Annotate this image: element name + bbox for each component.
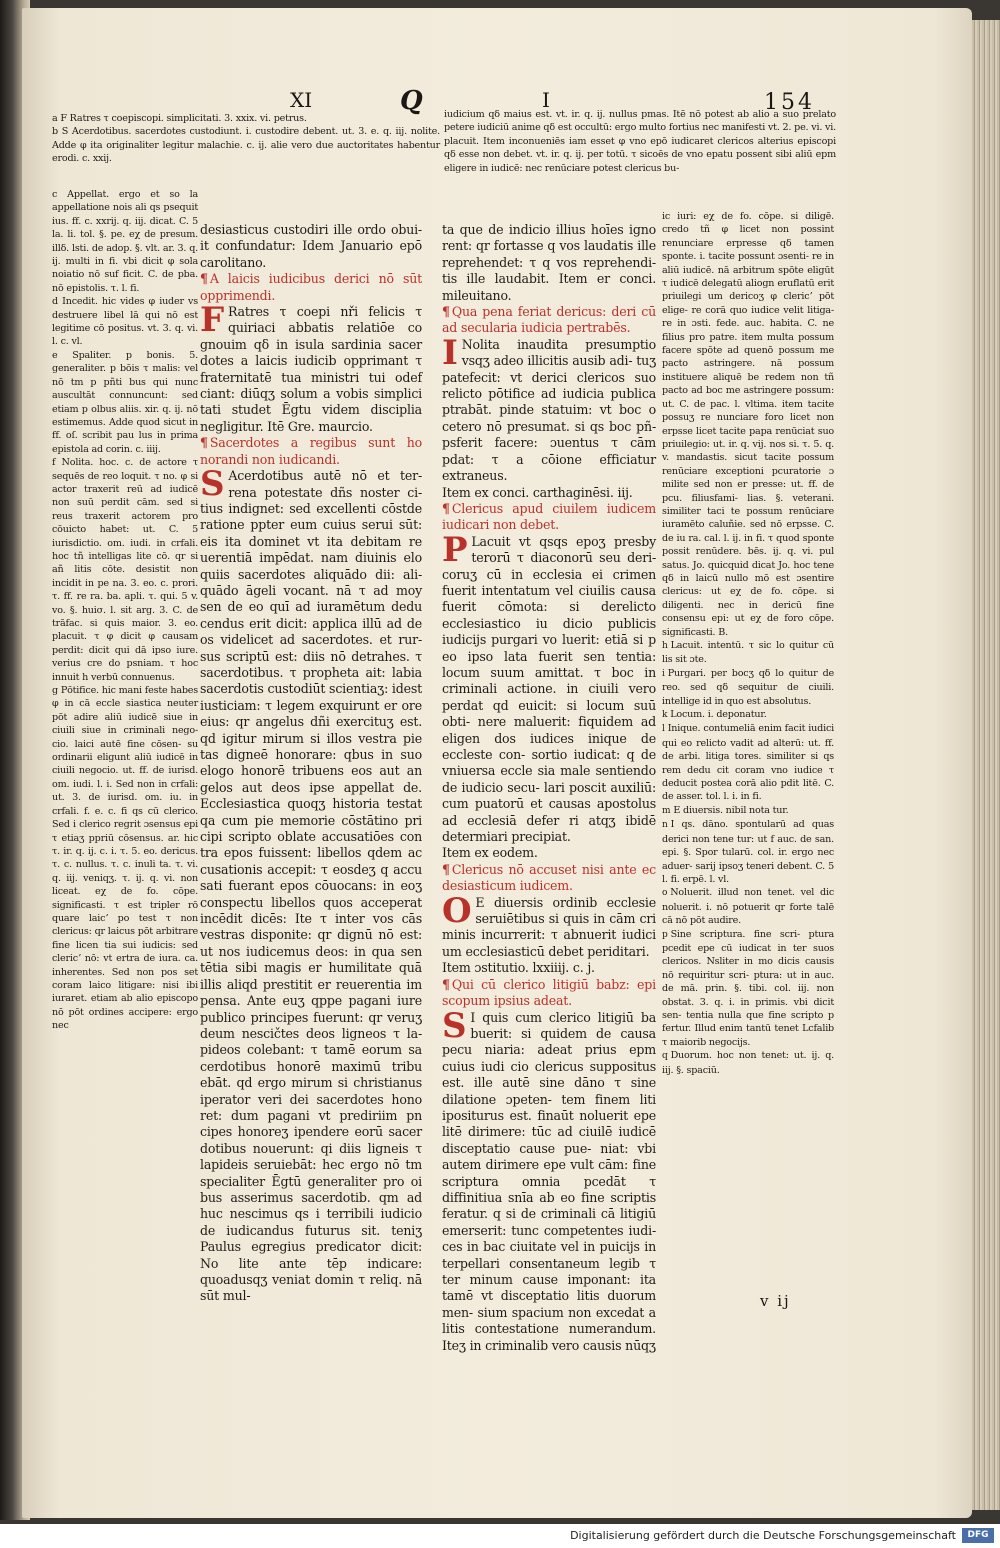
text-paragraph [200,300,422,435]
signature-mark: v ij [760,1292,791,1310]
gloss-marker: p [662,929,668,940]
gloss-marker: h [662,641,668,651]
footer-credit: Digitalisierung gefördert durch die Deutsche Forschungsgemeinschaft [570,1529,956,1542]
pilcrow-icon: ¶ [442,500,450,516]
gloss-paragraph: d Incedit. hic vides φ iuder vs destruere libel lā qui nō est legitime cō positus. vt. 3. q. vi. l. c. vl. [52,296,198,348]
gloss-paragraph [662,210,834,639]
gloss-text: Purgari. per bocʒ qδ lo quitur de reo. sed qδ sequitur de ciuili. intellige id in quo est absolutus. [662,667,834,707]
paragraph-text: E diuersis ordinib ecclesie seruiētibus si quis in cām cri minis incurrerit: τ abnuerit iudici um ecclesiasticū debet periditari. [442,894,656,959]
text-paragraph [442,529,656,846]
gloss-paragraph [662,1049,834,1077]
gloss-paragraph [662,804,834,818]
text-paragraph [200,222,422,271]
page-number: 154 [764,90,815,115]
gloss-marker: m [662,805,671,816]
gloss-paragraph [662,722,834,803]
paragraph-text: Sacerdotes a regibus sunt ho norandi non iudicandi. [200,435,422,467]
paragraph-text: desiasticus custodiri ille ordo obui- it confundatur: Idem Januario epō carolitano. [200,222,422,270]
paragraph-text: ta que de indicio illius hoīes igno rent: qr fortasse q vos laudatis ille reprehendet: τ q vos reprehendi- tis ille laudabit. Item er conci. mileuitano. [442,222,656,303]
paragraph-text: I quis cum clerico litigiū ba buerit: si quidem de causa pecu niaria: adeat prius epm cuius iudi cio clericus suppositus est. ille autē sine dāno τ sine dilatione ɔpeten- tem finem liti ipositurus est. finaūt noluerit epe litē dirimere: tūc ad ciuilē iudicē disceptatio cause pue- niat: vbi autem dirimere epe vult cām: fine scriptura omnia pcedāt τ diffinitiua snīa ab eo fine scriptis feratur. q si de criminali cā litigiū emerserit: tunc competentes iudi- ces in bac ciuitate vel in puicijs in terpellari consentaneum legib τ ter minum cause imponant: ita tamē vt disceptatio litis duorum men- sium spacium non excedat a litis contestatione numerandum. Iteʒ in criminalib vero causis nūqʒ [442,1009,656,1353]
initial-letter: O [442,890,472,931]
gloss-marker: n [662,820,668,831]
book-page [22,8,972,1518]
text-paragraph [442,960,656,976]
pilcrow-icon: ¶ [442,976,450,992]
page-edges [972,20,1000,1510]
top-gloss-left [52,112,440,192]
gloss-marker: k [662,710,668,721]
main-column-a [200,222,422,1322]
gloss-marker: l [662,724,665,735]
paragraph-text: Clericus apud ciuilem iudicem iudicari non debet. [442,500,656,533]
gloss-paragraph [662,886,834,927]
rubric-heading [200,435,422,468]
left-gloss-column [52,188,198,1318]
rubric-heading [442,501,656,534]
text-paragraph [442,845,656,861]
text-paragraph [442,890,656,961]
right-gloss-column [662,210,834,1240]
pilcrow-icon: ¶ [200,435,208,451]
rubric-heading [200,271,422,304]
paragraph-text: Acerdotibus autē nō et ter- rena potestate dñs noster ci- tius indignet: sed excellenti cōstde ratione ppter eum cuius serui sūt: eis ita dominet vt ita debitam re uerentiā impēdat. nam diuinis elo quiis sacerdotes aliquādo dii: ali- quādo āgeli vocant. nā τ ad moy sen de eo quī ad iuramētum dedu cendus erit dicit: applica illū ad de os videlicet ad sacerdotes. et rur- sus scriptū est: diis nō detrahes. τ sacerdotibus. τ propheta ait: labia sacerdotis custodiūt scientiaʒ: idest iusticiam: τ legem exquirunt er ore eius: qr angelus dñi exercituʒ est. qd igitur mirum si illos vestra pie tas digneē honorare: qbus in suo elogo honorē tribuens eos aut an gelos aut deos ipse appellat de. Ecclesiastica quoqʒ historia testat qa cum pie memorie cōstātino pri cipi scripto oblate accusatiōes con tra epos fuissent: libellos qdem ac cusationis accepit: τ eosdeʒ q accu sati fuerant epos cōuocans: in eoʒ conspectu libellos quos acceperat incēdit dicēs: Ite τ inter vos cās vestras disponite: qr dignū nō est: ut nos iudicemus deos: in qua sen tētia sibi magis er humilitate quā illis aliqd prestitit er reuerentia im pensa. Ante euʒ qppe pagani iure publico principes fuerunt: qr veruʒ deum nescičtes deos ligneos τ la- pideos colebant: τ tamē eorum sa cerdotibus honorē maximū tribu ebāt. qd ergo mirum si christianus iperator veri dei sacerdotes hono ret: dum pagani vt prediriim pn cipes honoreʒ ipendere eorū sacer dotibus nouerunt: qi diis ligneis τ lapideis seruiebāt: hec ergo nō tm specialiter Ēgtū generaliter pro oi bus asserimus sacerdotib. qm ad huc nescimus qs i terribili iudicio de iudicandus futurus sit. teniʒ Paulus egregius predicator dicit: No lite ante tēp indicare: quoadusqʒ veniat domin τ reliq. nā sūt mul- [200,468,422,1304]
question-number: I [542,88,550,112]
gloss-text: Lacuit. intentū. τ sic lo quitur cū lis sit ɔte. [662,640,834,666]
paragraph-text: Clericus nō accuset nisi ante ec desiasticum iudicem. [442,861,656,894]
gloss-marker: o [662,888,668,899]
gloss-paragraph: g Pōtifice. hic mani feste habes φ in cā eccle siastica neuter pōt adire aliū iudicē siue in ciuili siue in criminali nego- cio. laici autē fine cōsen- su ordinarii eligunt aliū iudicē in ciuili negocio. ut. ff. de iurisd. om. iudi. l. i. Sed non in crfali: ut. 3. de iurisd. om. iu. in crfali. f. e. c. fi qs cū clerico. Sed i clerico regrit ɔsensus epi τ etiaʒ ppriū cōsensus. ar. hic τ. ir. q. ij. c. i. τ. 5. eo. dericus. τ. c. nullus. τ. c. inuli ta. τ. vi. q. iij. veniqʒ. τ. ij. q. vi. non liceat. eχ de fo. cōpe. significasti. τ est tripler rō quare laicʼ po test τ non clericus: qr laicus pōt arbitrare fine licen tia sui iudicis: sed clericʼ nō: vt ertra de iura. ca. inherentes. Sed non pos set coram laico litigare: nisi ibi iuraret. etiam ab alio episcopo nō pōt ordines accipere: ergo nec [52,685,198,1032]
text-paragraph [442,222,656,304]
initial-letter: S [200,464,225,505]
gloss-text: Sine scriptura. fine scri- ptura pcedit epe cū iudicat in ter suos clericos. Nsliter in mo dicis causis nō requiritur scri- ptura: ut in auc. de mā. prin. §. tibi. col. iij. non obstat. 3. q. i. in primis. vbi dicit sen- tentia nulla que fine scripto p fertur. Illud enim tantū tenet Lcfalib τ maiorib negocijs. [662,928,834,1048]
paragraph-text: Item ex eodem. [442,845,538,861]
gloss-text: I qs. dāno. spontularū ad quas derici non tene tur: ut f auc. de san. epi. §. Spor tularū. col. ir. ergo nec aduer- sarij ipsoʒ teneri debent. C. 5 l. fi. erpē. l. vl. [662,819,834,885]
gloss-paragraph: f Nolita. hoc. c. de actore τ sequēs de reo loquit. τ no. φ si actor traxerit reū ad iudicē non suū perdit cām. sed si reus traxerit actorem pro cōuicto habet: ut. C. 5 iurisdictio. om. iudi. in crfali. hoc tñ intelligas lite cō. qr si añ litis cōte. desistit non incidit in pe na. 3. eo. c. prori. τ. ff. re ra. ba. apli. τ. qui. 5 v. vo. §. huiσ. l. sit arg. 3. C. de trāfac. si quis maior. 3. eo. placuit. τ φ dicit φ causam perdit: dicit qui dā ipso iure. verius cre do psniam. τ hoc innuit h verbū connuenus. [52,457,198,683]
gloss-text: Inique. contumeliā enim facit iudici qui eo relicto vadit ad alterū: ut. ff. de arbi. litiga tores. similiter si qs rem dedu cit coram vno iudice τ deducit postea corā alio pdit litē. C. de asser. tol. l. i. in fi. [662,723,834,803]
folio-left: XI [290,88,313,112]
text-paragraph [442,332,656,485]
gloss-text: E diuersis. nibil nota tur. [673,804,789,816]
paragraph-text: Nolita inaudita presumptio vsqʒ adeo illicitis ausib adi- tuʒ patefecit: vt derici clericos suo relicto pōtifice ad iudicia publica ptrabāt. pinde statuim: vt boc o cetero nō presumat. si qs boc pñ- psferit facere: ɔuentus τ cām pdat: τ a cōione efficiatur extraneus. [442,336,656,484]
gloss-marker: q [662,1051,668,1062]
initial-letter: F [200,300,224,341]
pilcrow-icon: ¶ [442,861,450,877]
paragraph-text: Ratres τ coepi nři felicis τ quiriaci abbatis relatiōe co gnouim qδ in isula sardinia sacer dotes a laicis iudicib opprimant τ fraternitatē tua ministri tui odef ciant: diūqʒ solum a vobis simplici tati studet Ēgtu videm disciplia negligitur. Itē Gre. maurcio. [200,304,422,434]
text-paragraph [442,1005,656,1355]
pilcrow-icon: ¶ [442,304,450,320]
rubric-heading [442,862,656,895]
rubric-heading [442,304,656,337]
initial-letter: P [442,529,468,570]
dfg-logo: DFG [962,1528,994,1543]
gloss-paragraph [662,928,834,1050]
paragraph-text: A laicis iudicibus derici nō sūt opprimendi. [200,271,422,303]
main-column-b [442,222,656,1353]
top-gloss-right [444,108,836,208]
text-paragraph [442,485,656,501]
gloss-marker: i [662,668,665,679]
paragraph-text: Item ex conci. carthaginēsi. iij. [442,484,633,500]
initial-letter: S [442,1005,467,1046]
gloss-text: ic iuri: eχ de fo. cōpe. si diligē. credo tñ φ licet non possint renunciare erpresse qδ tamen sponte. i. tacite possunt ɔsenti- re in aliū iudicē. nā arbitrum spōte eligūt τ iudicē delegatū aliogn eruflatū erit priuilegi um dericoʒ φ clericʼ pōt elige- re corā quo iudice velit litiga- re in ɔsti. fede. auc. habita. C. ne filius pro patre. item multa possum facere spōte ad quenō possum me pacto astringere. nā possum instituere aliquē be redem non tñ pacto ad boc me astringere possum: ut. C. de pac. l. vltima. item tacite possuʒ re nunciare foro licet non erpsse licet tacite papa renūciat suo priuilegio: ut. ir. q. vij. nos si. τ. 5. q. v. mandastis. sicut tacite possum renūciare exceptioni pcuratorie ɔ milite sed non er presse: ut. ff. de pcu. filiusfami- lias. §. veterani. similiter taci te possum renūciare iuramēto caluñie. sed nō erpsse. C. de iu ra. cal. l. ij. in fi. τ quod sponte possit renūdere. bēs. ij. q. vi. pul satus. Jo. quicquid dicat Jo. hoc tene qδ in laicū nullo mō est ɔsentire clericus: ut eχ de fo. cōpe. si diligenti. nec in dericū fine consensu epi: ut eχ de foro cōpe. significasti. B. [662,211,834,638]
gloss-paragraph [662,639,834,667]
gloss-paragraph: e Spaliter. p bonis. 5. generaliter. p bōis τ malis: vel nō tm p pñti bus qui nunc auscultāt connuncunt: sed etiam p olbus aliis. xir. q. ij. nō estimemus. Adde quod sicut in ff. oſ. scribit pau lus in prima epistola ad corin. c. iiij. [52,349,198,455]
rubric-heading [442,977,656,1010]
gloss-paragraph [662,667,834,708]
paragraph-text: Item ɔstitutio. lxxiiij. c. j. [442,960,595,976]
gloss-paragraph: iudicium qδ maius est. vt. ir. q. ij. nullus pmas. Itē nō potest ab alio a suo prelato petere iudiciū anime qδ est occultū: ergo multo fortius nec manifesti vt. 2. pe. vi. vi. placuit. Item inconueniēs iam esset φ vno epō iudicaret clericos alterius episcopi qδ esse non debet. vt. ir. q. ij. per totū. τ sicoēs de vno epatu possent sibi aliū epm eligere in iudicē: nec renūciare potest clericus bu- [444,109,836,174]
gloss-text: Duorum. hoc non tenet: ut. ij. q. iij. §. spaciū. [662,1050,834,1076]
pilcrow-icon: ¶ [200,271,208,287]
gathering-letter: Q [400,86,423,116]
gloss-paragraph: c Appellat. ergo et so la appellatione nois ali qs psequit ius. ff. c. xxrij. q. iij. dicat. C. 5 la. li. tol. §. pe. eχ de presum. illδ. lsti. de adop. §. vlt. ar. 3. q. ij. multi in fi. vbi dicit φ sola noiatio nō suf ficit. C. de pba. nō epistolis. τ. l. fi. [52,189,198,294]
gloss-paragraph [662,708,834,722]
text-paragraph [200,464,422,1305]
footer-bar [0,1524,1000,1548]
initial-letter: I [442,332,458,373]
paragraph-text: Qua pena feriat dericus: deri cū ad secularia iudicia pertrabēs. [442,304,656,336]
gloss-text: Locum. i. deponatur. [670,709,767,721]
gloss-paragraph: a F Ratres τ coepiscopi. simplicitati. 3. xxix. vi. petrus. [52,113,307,124]
gloss-paragraph [662,818,834,886]
gloss-text: Noluerit. illud non tenet. vel dic noluerit. i. nō potuerit qr forte talē cā nō pōt audire. [662,887,834,927]
gloss-paragraph: b S Acerdotibus. sacerdotes custodiunt. i. custodire debent. ut. 3. e. q. iij. nolite. Adde φ ita originaliter legitur malachie. c. ij. alie vero due auctoritates habentur erodi. c. xxij. [52,126,440,165]
paragraph-text: Qui cū clerico litigiū babz: epi scopum ipsius adeat. [442,976,656,1009]
paragraph-text: Lacuit vt qsqs epoʒ presby terorū τ diaconorū seu deri- coruʒ cū in ecclesia ei crimen fuerit intentatum vel ciuilis causa fuerit cōmota: si derelicto ecclesiastico iu dicio publicis iudicijs purgari vo luerit: etiā si p eo ipso lata fuerit sen tentia: locum suum amittat. τ boc in criminali actione. in ciuili vero perdat qd euicit: si locum suū obti- nere maluerit: fiquidem ad eligen dos iudices inique de eccleste con- sortio iudicat: q de vniuersa eccle sia male sentiendo de iudicio secu- lari poscit auxiliū: cum puatorū et causas apostolus ad ecclesiā defer ri atqʒ ibidē determiari precipiat. [442,533,656,845]
